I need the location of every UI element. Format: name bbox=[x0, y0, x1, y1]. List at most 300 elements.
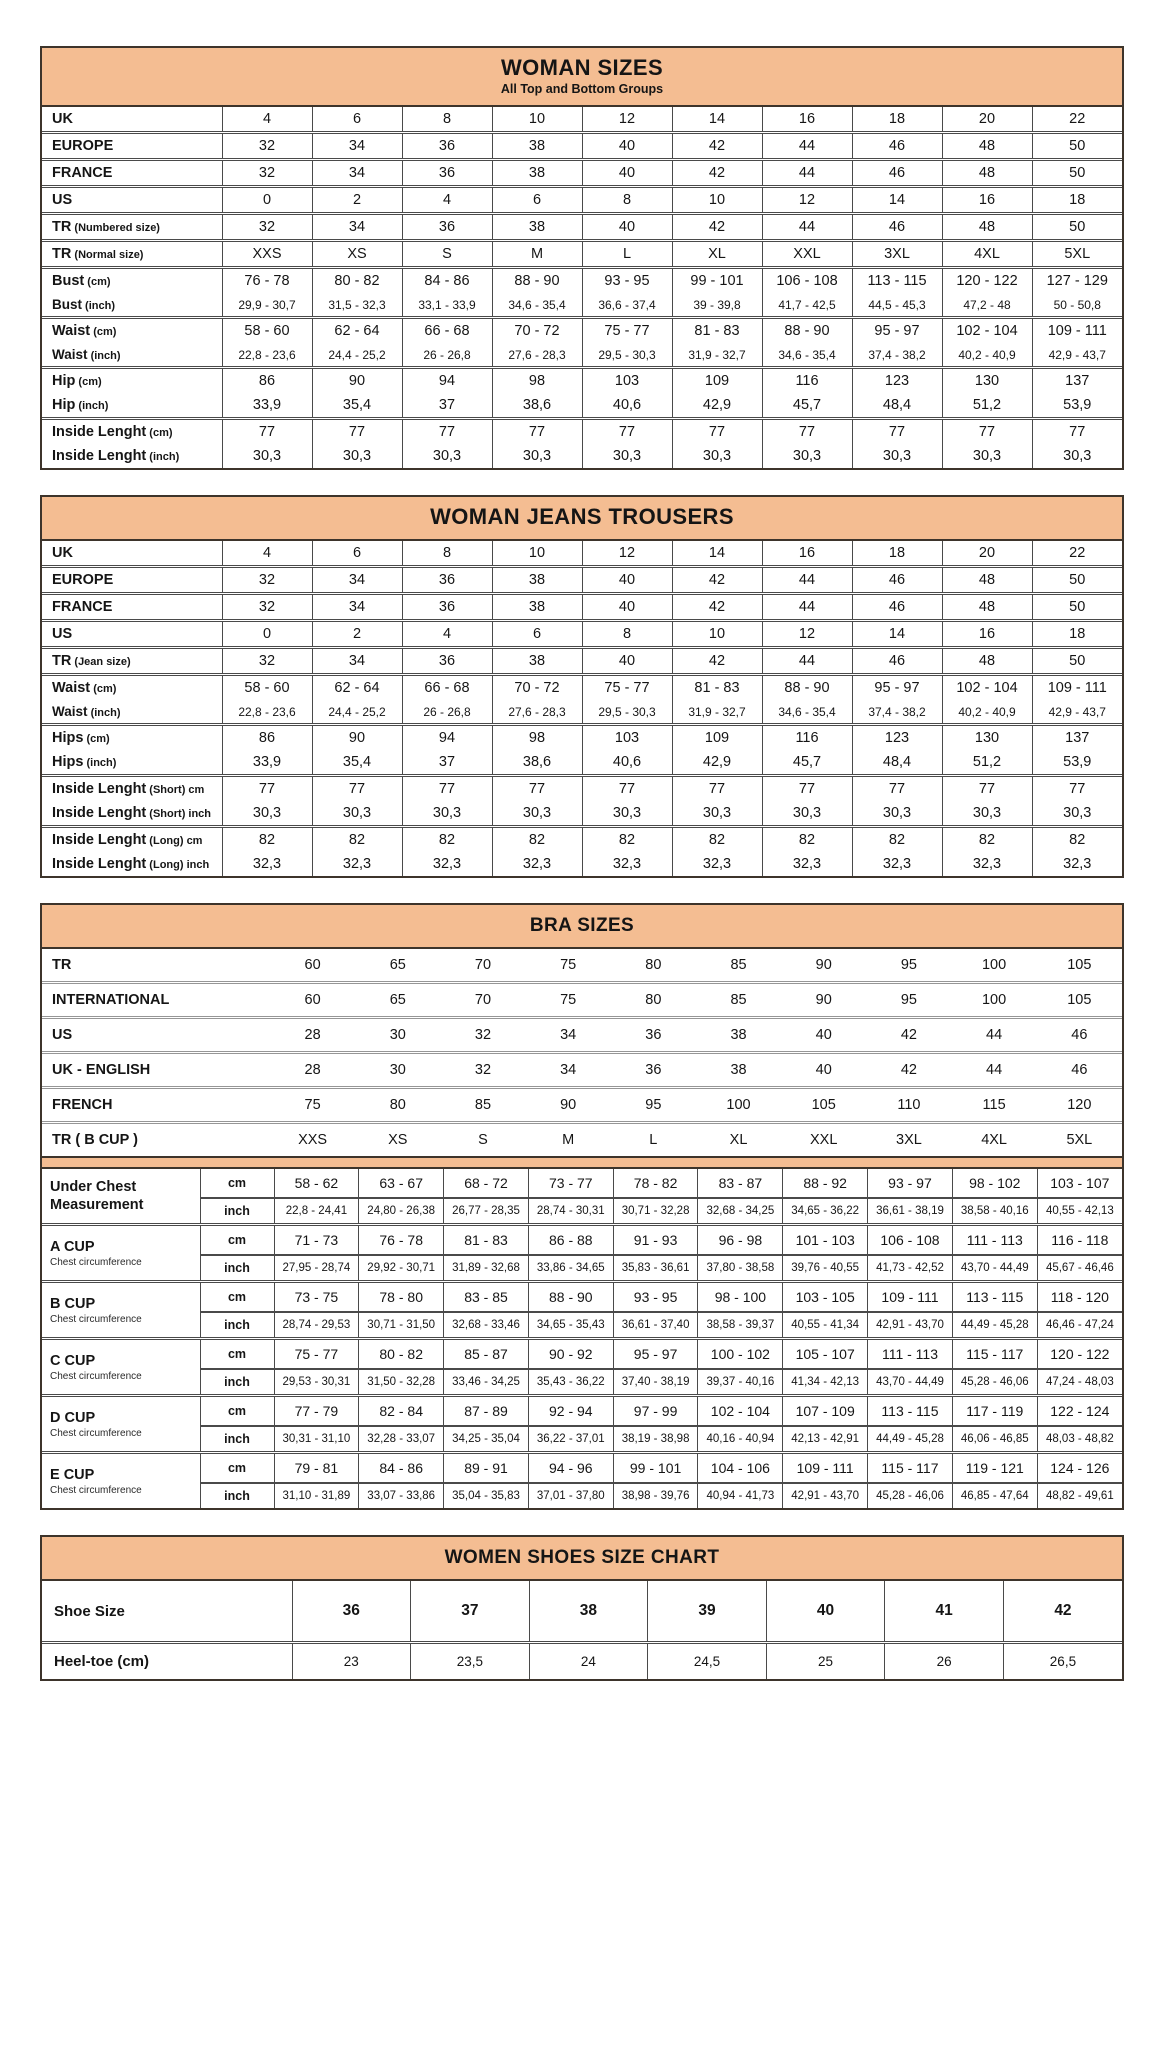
size-value: 88 - 92 bbox=[783, 1169, 868, 1198]
size-value: 24,4 - 25,2 bbox=[312, 343, 402, 368]
size-value: 46 bbox=[852, 567, 942, 594]
size-value: 30,3 bbox=[312, 444, 402, 468]
size-value: 40 bbox=[582, 214, 672, 241]
size-value: 75 bbox=[560, 957, 577, 973]
table-row bbox=[42, 541, 1122, 567]
row-label bbox=[42, 776, 222, 802]
size-value: 30,3 bbox=[492, 444, 582, 468]
size-value: 50 bbox=[1032, 567, 1122, 594]
size-value: 98 bbox=[492, 725, 582, 751]
table-row bbox=[42, 1396, 1122, 1427]
size-value: 32 bbox=[440, 1018, 525, 1053]
size-value: 24,80 - 26,38 bbox=[359, 1198, 444, 1225]
size-value: 32,3 bbox=[672, 852, 762, 876]
table-row bbox=[42, 444, 1122, 468]
cup-label bbox=[42, 1282, 200, 1339]
size-value: 38,6 bbox=[492, 750, 582, 776]
woman-sizes-subtitle: All Top and Bottom Groups bbox=[500, 82, 664, 96]
size-value: 50 bbox=[1032, 160, 1122, 187]
size-value: 77 bbox=[1032, 776, 1122, 802]
row-label bbox=[42, 1581, 292, 1643]
size-value: 40,6 bbox=[582, 393, 672, 419]
size-value: 29,9 - 30,7 bbox=[222, 293, 312, 318]
size-value: 45,28 - 46,06 bbox=[952, 1369, 1037, 1396]
size-value: 38 bbox=[492, 133, 582, 160]
size-value: 88 - 90 bbox=[762, 675, 852, 701]
size-value: 34 bbox=[526, 1018, 611, 1053]
row-label bbox=[42, 750, 222, 776]
size-value: 42 bbox=[866, 1018, 951, 1053]
size-value: 8 bbox=[402, 541, 492, 567]
unit-label: cm bbox=[200, 1396, 274, 1427]
jeans-grid bbox=[42, 541, 1122, 876]
size-value: 30,3 bbox=[852, 444, 942, 468]
size-value: 32 bbox=[222, 133, 312, 160]
size-value: 23 bbox=[292, 1643, 411, 1680]
table-row bbox=[42, 1581, 1122, 1643]
size-value: 3XL bbox=[866, 1123, 951, 1157]
size-value: 103 - 105 bbox=[783, 1282, 868, 1313]
size-value: 43,70 - 44,49 bbox=[868, 1369, 953, 1396]
size-value: 31,5 - 32,3 bbox=[312, 293, 402, 318]
woman-sizes-grid bbox=[42, 107, 1122, 468]
size-value: 90 bbox=[781, 983, 866, 1018]
jeans-table bbox=[40, 495, 1124, 878]
size-value: 123 bbox=[852, 368, 942, 394]
size-value: 42,9 - 43,7 bbox=[1032, 700, 1122, 725]
size-value: 39,37 - 40,16 bbox=[698, 1369, 783, 1396]
size-value: 32 bbox=[222, 214, 312, 241]
size-value: 27,95 - 28,74 bbox=[274, 1255, 359, 1282]
size-value: 36 bbox=[402, 594, 492, 621]
table-row bbox=[42, 983, 1122, 1018]
row-label bbox=[42, 1088, 270, 1123]
size-value: 14 bbox=[672, 107, 762, 133]
row-label bbox=[42, 675, 222, 701]
size-value: 40,55 - 42,13 bbox=[1037, 1198, 1122, 1225]
row-label bbox=[42, 801, 222, 827]
row-label bbox=[42, 725, 222, 751]
size-value: 94 - 96 bbox=[528, 1453, 613, 1484]
size-value: 80 - 82 bbox=[359, 1339, 444, 1370]
row-label bbox=[42, 541, 222, 567]
size-value: 82 bbox=[222, 827, 312, 853]
table-row bbox=[42, 1643, 1122, 1680]
size-value: 14 bbox=[852, 621, 942, 648]
size-value: 77 bbox=[402, 419, 492, 445]
size-value: 98 - 100 bbox=[698, 1282, 783, 1313]
row-label bbox=[42, 700, 222, 725]
row-label-note: (inch) bbox=[146, 451, 180, 463]
size-value: 34 bbox=[312, 594, 402, 621]
size-value: 6 bbox=[492, 621, 582, 648]
size-value: 107 - 109 bbox=[783, 1396, 868, 1427]
size-value: 80 bbox=[611, 983, 696, 1018]
size-value: 82 bbox=[942, 827, 1032, 853]
size-value: 76 - 78 bbox=[359, 1225, 444, 1256]
size-value: 18 bbox=[1032, 187, 1122, 214]
size-value: 40 bbox=[582, 648, 672, 675]
size-value: 48 bbox=[942, 214, 1032, 241]
size-value: 32 bbox=[440, 1053, 525, 1088]
row-label-main: Bust bbox=[52, 273, 85, 289]
cup-name: D CUP bbox=[50, 1409, 96, 1426]
table-row bbox=[42, 1483, 1122, 1508]
size-value: 32,3 bbox=[402, 852, 492, 876]
size-value: 77 bbox=[762, 419, 852, 445]
size-value: 42 bbox=[672, 648, 762, 675]
size-value: 26,5 bbox=[1003, 1643, 1122, 1680]
table-row bbox=[42, 419, 1122, 445]
size-value: 0 bbox=[222, 187, 312, 214]
size-value: 14 bbox=[852, 187, 942, 214]
size-value: 75 - 77 bbox=[582, 675, 672, 701]
size-value: 34 bbox=[312, 567, 402, 594]
size-value: 40,94 - 41,73 bbox=[698, 1483, 783, 1508]
row-label bbox=[42, 594, 222, 621]
size-value: L bbox=[582, 241, 672, 268]
size-value: 40,2 - 40,9 bbox=[942, 343, 1032, 368]
size-value: 109 bbox=[672, 725, 762, 751]
size-value: 25 bbox=[766, 1643, 885, 1680]
size-value: 35,43 - 36,22 bbox=[528, 1369, 613, 1396]
size-value: 8 bbox=[402, 107, 492, 133]
size-value: 34 bbox=[312, 160, 402, 187]
row-label-note: (cm) bbox=[90, 683, 117, 695]
accent-divider-strip bbox=[42, 1156, 1122, 1169]
size-value: 35,4 bbox=[312, 750, 402, 776]
size-value: 44 bbox=[762, 648, 852, 675]
size-value: 53,9 bbox=[1032, 393, 1122, 419]
table-row bbox=[42, 133, 1122, 160]
size-value: 20 bbox=[942, 107, 1032, 133]
size-value: 95 bbox=[611, 1088, 696, 1123]
size-value: 30,3 bbox=[222, 801, 312, 827]
size-value: 85 bbox=[696, 983, 781, 1018]
row-label-main: Hips bbox=[52, 730, 84, 746]
table-row bbox=[42, 949, 1122, 983]
unit-label: inch bbox=[200, 1255, 274, 1282]
size-value: 18 bbox=[852, 541, 942, 567]
size-value: 4XL bbox=[942, 241, 1032, 268]
row-label-note: (Jean size) bbox=[71, 656, 131, 668]
size-value: 26 - 26,8 bbox=[402, 700, 492, 725]
size-value: 76 - 78 bbox=[222, 268, 312, 294]
size-value: 82 bbox=[402, 827, 492, 853]
size-value: 84 - 86 bbox=[359, 1453, 444, 1484]
size-value: 30,3 bbox=[672, 444, 762, 468]
size-value: 80 bbox=[645, 957, 662, 973]
size-value: 33,9 bbox=[222, 750, 312, 776]
size-value: 37,40 - 38,19 bbox=[613, 1369, 698, 1396]
size-value: 99 - 101 bbox=[613, 1453, 698, 1484]
size-value: 4 bbox=[222, 107, 312, 133]
row-label-note: (inch) bbox=[75, 400, 109, 412]
size-value: 50 bbox=[1032, 594, 1122, 621]
row-label-main: Hip bbox=[52, 397, 76, 413]
size-value: 113 - 115 bbox=[852, 268, 942, 294]
size-value: 37,4 - 38,2 bbox=[852, 343, 942, 368]
size-value: 26 - 26,8 bbox=[402, 343, 492, 368]
row-label-note: (Short) cm bbox=[146, 784, 205, 796]
row-label bbox=[42, 318, 222, 344]
row-label bbox=[42, 187, 222, 214]
size-value: 2 bbox=[312, 621, 402, 648]
size-value: 92 - 94 bbox=[528, 1396, 613, 1427]
size-value: 32,3 bbox=[492, 852, 582, 876]
size-value: 48 bbox=[942, 648, 1032, 675]
size-value: 6 bbox=[492, 187, 582, 214]
row-label bbox=[42, 1053, 270, 1088]
size-value: 109 - 111 bbox=[783, 1453, 868, 1484]
table-row bbox=[42, 852, 1122, 876]
bra-sizes-title: BRA SIZES bbox=[529, 915, 635, 936]
size-value: 48 bbox=[942, 133, 1032, 160]
table-row bbox=[42, 725, 1122, 751]
size-value: 97 - 99 bbox=[613, 1396, 698, 1427]
row-label bbox=[42, 567, 222, 594]
size-value: 44 bbox=[762, 133, 852, 160]
size-value: 27,6 - 28,3 bbox=[492, 700, 582, 725]
row-label-main: US bbox=[52, 626, 73, 642]
size-value: 37 bbox=[402, 750, 492, 776]
size-value: 78 - 82 bbox=[613, 1169, 698, 1198]
size-value: 80 bbox=[355, 1088, 440, 1123]
size-value: 42 bbox=[672, 160, 762, 187]
size-value: 77 bbox=[582, 419, 672, 445]
size-value: 102 - 104 bbox=[698, 1396, 783, 1427]
size-value: 101 - 103 bbox=[783, 1225, 868, 1256]
size-value: 77 bbox=[672, 419, 762, 445]
size-value: 100 - 102 bbox=[698, 1339, 783, 1370]
size-value: 44,5 - 45,3 bbox=[852, 293, 942, 318]
size-value: 34 bbox=[312, 133, 402, 160]
size-value: 46 bbox=[1037, 1018, 1122, 1053]
size-value: 44 bbox=[762, 214, 852, 241]
size-value: 34 bbox=[312, 648, 402, 675]
row-label-note: (Long) inch bbox=[146, 859, 210, 871]
size-value: XS bbox=[312, 241, 402, 268]
size-value: 68 - 72 bbox=[444, 1169, 529, 1198]
shoes-title: WOMEN SHOES SIZE CHART bbox=[444, 1547, 720, 1568]
size-value: 73 - 75 bbox=[274, 1282, 359, 1313]
row-label-main: INTERNATIONAL bbox=[52, 992, 170, 1008]
table-row bbox=[42, 827, 1122, 853]
size-value: 37 bbox=[411, 1581, 530, 1643]
size-value: 53,9 bbox=[1032, 750, 1122, 776]
size-value: 45,67 - 46,46 bbox=[1037, 1255, 1122, 1282]
size-value: 82 - 84 bbox=[359, 1396, 444, 1427]
size-value: 20 bbox=[942, 541, 1032, 567]
row-label-main: Inside Lenght bbox=[52, 856, 147, 872]
size-value: 58 - 62 bbox=[274, 1169, 359, 1198]
size-value: 40,6 bbox=[582, 750, 672, 776]
size-value: 16 bbox=[762, 107, 852, 133]
size-value: 30,3 bbox=[582, 444, 672, 468]
table-row bbox=[42, 648, 1122, 675]
size-value: 30,3 bbox=[672, 801, 762, 827]
size-value: 110 bbox=[866, 1088, 951, 1123]
size-value: 28,74 - 30,31 bbox=[528, 1198, 613, 1225]
cup-subtitle: Chest circumference bbox=[50, 1314, 142, 1326]
size-value: 58 - 60 bbox=[222, 675, 312, 701]
size-value: 85 bbox=[730, 957, 747, 973]
size-value: 115 bbox=[952, 1088, 1037, 1123]
cup-label bbox=[42, 1453, 200, 1509]
size-value: 95 bbox=[866, 983, 951, 1018]
size-value: 86 bbox=[222, 725, 312, 751]
size-value: 10 bbox=[492, 541, 582, 567]
size-value: 31,9 - 32,7 bbox=[672, 343, 762, 368]
unit-label: inch bbox=[200, 1483, 274, 1508]
cup-label bbox=[42, 1225, 200, 1282]
row-label-main: EUROPE bbox=[52, 572, 114, 588]
size-value: 30,71 - 32,28 bbox=[613, 1198, 698, 1225]
row-label-main: TR bbox=[52, 246, 72, 262]
size-value: 31,9 - 32,7 bbox=[672, 700, 762, 725]
size-value: 130 bbox=[942, 725, 1032, 751]
size-value: 77 bbox=[402, 776, 492, 802]
size-value: 30,71 - 31,50 bbox=[359, 1312, 444, 1339]
size-value: 32,3 bbox=[222, 852, 312, 876]
size-value: 93 - 97 bbox=[868, 1169, 953, 1198]
size-value: 75 - 77 bbox=[274, 1339, 359, 1370]
size-value: 26,77 - 28,35 bbox=[444, 1198, 529, 1225]
row-label bbox=[42, 214, 222, 241]
jeans-header bbox=[42, 497, 1122, 541]
size-value: 31,50 - 32,28 bbox=[359, 1369, 444, 1396]
row-label bbox=[42, 268, 222, 294]
size-value: 32 bbox=[222, 594, 312, 621]
unit-label: cm bbox=[200, 1225, 274, 1256]
unit-label: cm bbox=[200, 1339, 274, 1370]
size-value: 119 - 121 bbox=[952, 1453, 1037, 1484]
size-value: 77 bbox=[1032, 419, 1122, 445]
cup-name: A CUP bbox=[50, 1238, 95, 1255]
size-value: 32 bbox=[222, 567, 312, 594]
size-value: 37 bbox=[402, 393, 492, 419]
size-value: 45,28 - 46,06 bbox=[868, 1483, 953, 1508]
size-value: 34,6 - 35,4 bbox=[762, 700, 852, 725]
size-value: 30,3 bbox=[1032, 444, 1122, 468]
size-value: 58 - 60 bbox=[222, 318, 312, 344]
size-value: 115 - 117 bbox=[952, 1339, 1037, 1370]
cup-name: Under Chest Measurement bbox=[50, 1178, 144, 1213]
size-value: 95 - 97 bbox=[613, 1339, 698, 1370]
size-value: 90 bbox=[312, 368, 402, 394]
row-label-note: (Normal size) bbox=[71, 249, 144, 261]
size-value: 31,10 - 31,89 bbox=[274, 1483, 359, 1508]
table-row bbox=[42, 343, 1122, 368]
size-value: 36 bbox=[402, 160, 492, 187]
size-value: 81 - 83 bbox=[672, 675, 762, 701]
size-value: 46 bbox=[852, 160, 942, 187]
size-value: 47,24 - 48,03 bbox=[1037, 1369, 1122, 1396]
size-value: 41,7 - 42,5 bbox=[762, 293, 852, 318]
table-row bbox=[42, 214, 1122, 241]
row-label-main: FRENCH bbox=[52, 1097, 113, 1113]
size-value: 32 bbox=[222, 160, 312, 187]
size-value: 103 - 107 bbox=[1037, 1169, 1122, 1198]
size-value: 90 bbox=[815, 957, 832, 973]
size-value: 113 - 115 bbox=[952, 1282, 1037, 1313]
row-label-main: Inside Lenght bbox=[52, 781, 147, 797]
size-value: 75 bbox=[526, 983, 611, 1018]
size-value: 10 bbox=[492, 107, 582, 133]
size-value: 45,7 bbox=[762, 750, 852, 776]
size-value: L bbox=[611, 1123, 696, 1157]
row-label-main: US bbox=[52, 192, 73, 208]
size-value: XXL bbox=[762, 241, 852, 268]
size-value: 38 bbox=[492, 648, 582, 675]
size-value: 5XL bbox=[1037, 1123, 1122, 1157]
size-value: 42,91 - 43,70 bbox=[783, 1483, 868, 1508]
size-value: 40,2 - 40,9 bbox=[942, 700, 1032, 725]
size-value: 28 bbox=[270, 1018, 355, 1053]
size-value: 100 bbox=[696, 1088, 781, 1123]
size-value: 95 - 97 bbox=[852, 318, 942, 344]
size-value: 46 bbox=[852, 594, 942, 621]
size-value: 40 bbox=[766, 1581, 885, 1643]
size-value: 5XL bbox=[1032, 241, 1122, 268]
size-value: 83 - 85 bbox=[444, 1282, 529, 1313]
row-label-main: TR bbox=[52, 957, 72, 973]
size-value: M bbox=[492, 241, 582, 268]
size-value: 66 - 68 bbox=[402, 318, 492, 344]
size-value: 48,03 - 48,82 bbox=[1037, 1426, 1122, 1453]
size-value: 111 - 113 bbox=[952, 1225, 1037, 1256]
table-row bbox=[42, 241, 1122, 268]
unit-label: cm bbox=[200, 1169, 274, 1198]
size-value: 28,74 - 29,53 bbox=[274, 1312, 359, 1339]
size-value: 42 bbox=[672, 567, 762, 594]
row-label-main: Heel-toe (cm) bbox=[54, 1653, 150, 1670]
size-value: 38,98 - 39,76 bbox=[613, 1483, 698, 1508]
unit-label: inch bbox=[200, 1426, 274, 1453]
cup-subtitle: Chest circumference bbox=[50, 1485, 142, 1497]
table-row bbox=[42, 160, 1122, 187]
size-value: 94 bbox=[402, 368, 492, 394]
size-value: 77 bbox=[222, 419, 312, 445]
table-row bbox=[42, 567, 1122, 594]
size-value: 44 bbox=[952, 1018, 1037, 1053]
size-value: 99 - 101 bbox=[672, 268, 762, 294]
size-value: 29,5 - 30,3 bbox=[582, 343, 672, 368]
size-value: 34,25 - 35,04 bbox=[444, 1426, 529, 1453]
table-row bbox=[42, 700, 1122, 725]
size-value: 116 bbox=[762, 725, 852, 751]
size-value: 71 - 73 bbox=[274, 1225, 359, 1256]
size-value: 127 - 129 bbox=[1032, 268, 1122, 294]
size-value: 4 bbox=[402, 187, 492, 214]
size-value: 85 - 87 bbox=[444, 1339, 529, 1370]
size-value: 122 - 124 bbox=[1037, 1396, 1122, 1427]
size-value: 82 bbox=[1032, 827, 1122, 853]
woman-sizes-title: WOMAN SIZES bbox=[500, 55, 664, 80]
size-value: 94 bbox=[402, 725, 492, 751]
row-label-main: Waist bbox=[52, 347, 88, 362]
unit-label: inch bbox=[200, 1312, 274, 1339]
cup-label bbox=[42, 1169, 200, 1225]
size-value: S bbox=[440, 1123, 525, 1157]
size-value: 86 - 88 bbox=[528, 1225, 613, 1256]
size-value: 50 - 50,8 bbox=[1032, 293, 1122, 318]
table-row bbox=[42, 1453, 1122, 1484]
size-value: 90 - 92 bbox=[528, 1339, 613, 1370]
size-value: 46,06 - 46,85 bbox=[952, 1426, 1037, 1453]
size-value: 44 bbox=[952, 1053, 1037, 1088]
size-value: 30,3 bbox=[762, 444, 852, 468]
